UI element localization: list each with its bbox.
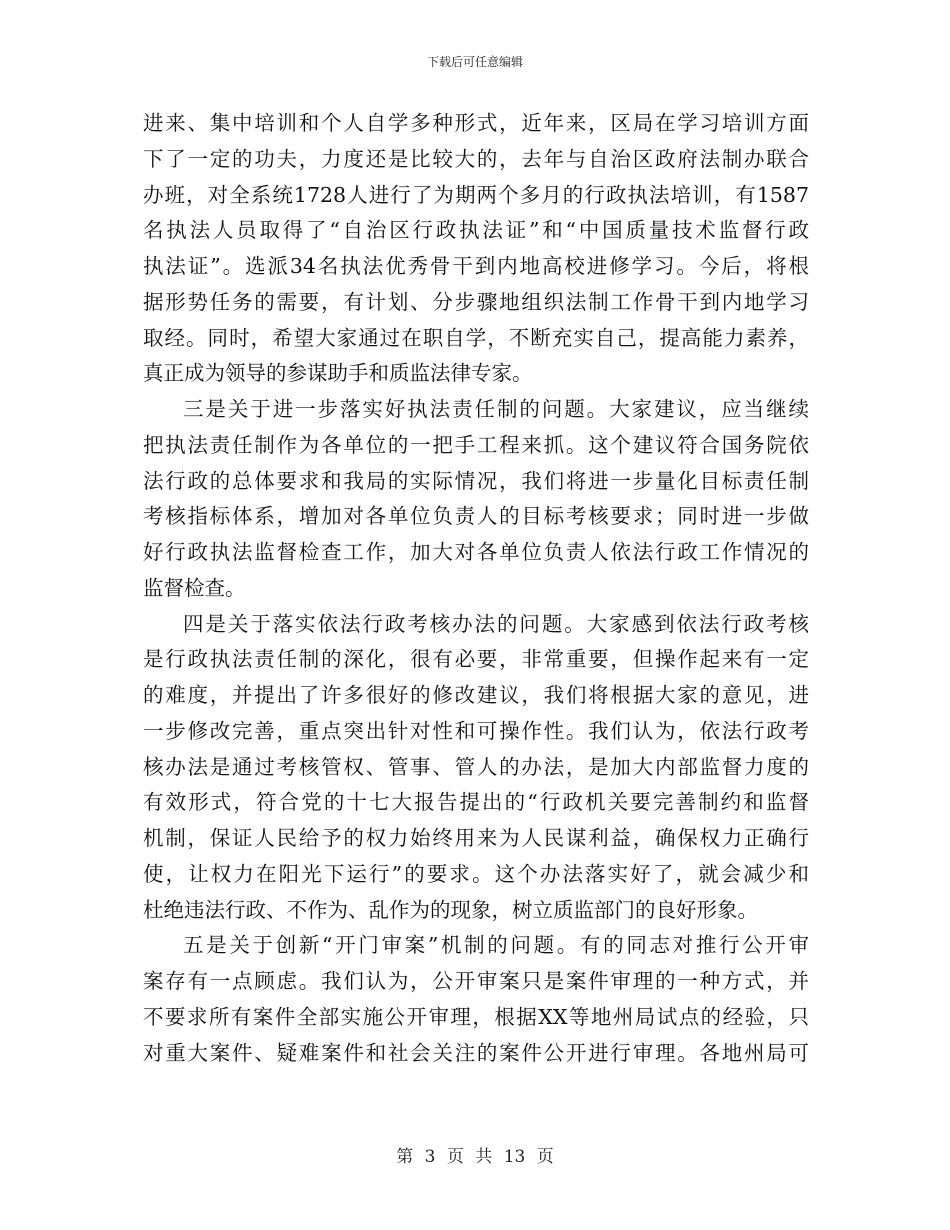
page-header: 下载后可任意编辑 — [426, 55, 523, 69]
document-body — [143, 106, 809, 1071]
text-line: 法行政的总体要求和我局的实际情况，我们将进一步量化目标责任制 — [143, 468, 809, 493]
text-line: 对重大案件、疑难案件和社会关注的案件公开进行审理。各地州局可 — [143, 1040, 809, 1065]
text-line: 机制，保证人民给予的权力始终用来为人民谋利益，确保权力正确行 — [143, 826, 809, 850]
text-line: 办班，对全系统1728人进行了为期两个多月的行政执法培训，有1587 — [143, 182, 809, 207]
text-line: 是行政执法责任制的深化，很有必要，非常重要，但操作起来有一定 — [143, 647, 809, 672]
text-line: 的难度，并提出了许多很好的修改建议，我们将根据大家的意见，进 — [143, 683, 809, 707]
text-line: 案存有一点顾虑。我们认为，公开审案只是案件审理的一种方式，并 — [143, 969, 809, 993]
text-line: 据形势任务的需要，有计划、分步骤地组织法制工作骨干到内地学习 — [143, 289, 809, 314]
text-line: 四是关于落实依法行政考核办法的问题。大家感到依法行政考核 — [183, 611, 809, 636]
text-line: 监督检查。 — [143, 575, 246, 600]
text-line: 名执法人员取得了“自治区行政执法证”和“中国质量技术监督行政 — [143, 218, 809, 243]
text-line: 一步修改完善，重点突出针对性和可操作性。我们认为，依法行政考 — [143, 718, 809, 743]
text-line: 把执法责任制作为各单位的一把手工程来抓。这个建议符合国务院依 — [143, 432, 809, 457]
text-line: 真正成为领导的参谋助手和质监法律专家。 — [143, 361, 533, 386]
text-line: 有效形式，符合党的十七大报告提出的“行政机关要完善制约和监督 — [143, 790, 809, 815]
text-line: 执法证”。选派34名执法优秀骨干到内地高校进修学习。今后，将根 — [143, 254, 809, 278]
text-line: 三是关于进一步落实好执法责任制的问题。大家建议，应当继续 — [183, 397, 809, 421]
text-line: 取经。同时，希望大家通过在职自学，不断充实自己，提高能力素养， — [143, 325, 809, 350]
text-line: 使，让权力在阳光下运行”的要求。这个办法落实好了，就会减少和 — [143, 861, 809, 886]
text-line: 五是关于创新“开门审案”机制的问题。有的同志对推行公开审 — [183, 933, 809, 958]
text-line: 考核指标体系，增加对各单位负责人的目标考核要求；同时进一步做 — [143, 504, 809, 529]
text-line: 杜绝违法行政、不作为、乱作为的现象，树立质监部门的良好形象。 — [143, 897, 758, 922]
text-line: 不要求所有案件全部实施公开审理，根据XX等地州局试点的经验，只 — [143, 1004, 809, 1029]
page-number-footer: 第 3 页 共 13 页 — [396, 1147, 554, 1167]
text-line: 好行政执法监督检查工作，加大对各单位负责人依法行政工作情况的 — [143, 540, 809, 564]
text-line: 核办法是通过考核管权、管事、管人的办法，是加大内部监督力度的 — [143, 754, 809, 779]
text-line: 下了一定的功夫，力度还是比较大的，去年与自治区政府法制办联合 — [143, 146, 809, 171]
text-line: 进来、集中培训和个人自学多种形式，近年来，区局在学习培训方面 — [143, 111, 809, 135]
